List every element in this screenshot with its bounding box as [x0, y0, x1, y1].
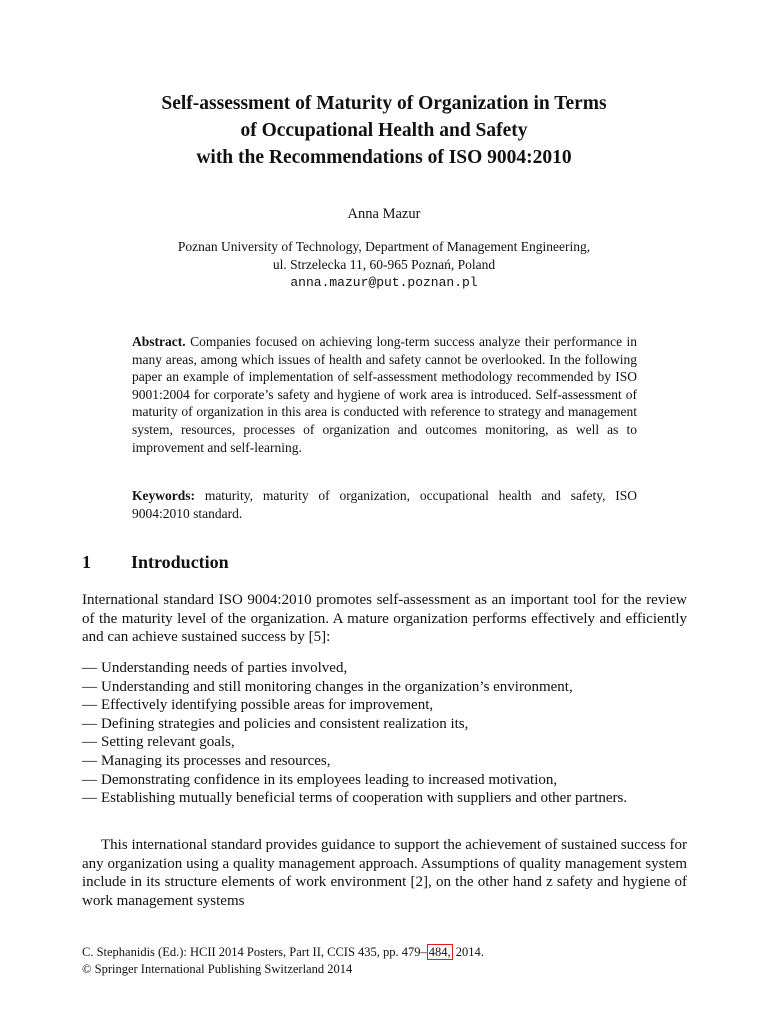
dash-bullet-icon: — [82, 697, 97, 714]
author-name: Anna Mazur [347, 206, 421, 222]
keywords [132, 487, 637, 522]
citation-page-end: 484 [428, 945, 448, 959]
dash-bullet-icon: — [82, 790, 97, 807]
dash-bullet-icon: — [82, 771, 97, 788]
citation-comma: , [447, 945, 451, 959]
section-title: Introduction [131, 552, 229, 572]
list-item [82, 659, 687, 678]
list-item-text: Setting relevant goals, [101, 734, 235, 751]
dash-bullet-icon: — [82, 715, 97, 732]
intro-paragraph-1: International standard ISO 9004:2010 promotes self-assessment as an important tool for the review of the maturity level of the organization. A mature organization performs effectively and efficiently and can achieve sustained success by [5]: [82, 592, 687, 646]
list-item-text: Managing its processes and resources, [101, 752, 331, 769]
citation-suffix: 2014. [452, 945, 484, 959]
list-item [82, 696, 687, 715]
author-email[interactable]: anna.mazur@put.poznan.pl [290, 275, 478, 290]
section-heading-introduction [82, 550, 229, 574]
list-item-text: Defining strategies and policies and consistent realization its, [101, 715, 469, 732]
affiliation-line-1: Poznan University of Technology, Department of Management Engineering, [177, 239, 591, 254]
affiliation [0, 238, 768, 292]
list-item [82, 789, 687, 808]
list-item-text: Effectively identifying possible areas for improvement, [101, 697, 434, 714]
list-item [82, 733, 687, 752]
copyright-line: © Springer International Publishing Switzerland 2014 [82, 961, 353, 976]
keywords-text: maturity, maturity of organization, occupational health and safety, ISO 9004:2010 standard. [132, 488, 638, 521]
paper-title [0, 90, 768, 171]
dash-bullet-icon: — [82, 752, 97, 769]
abstract-text: Companies focused on achieving long-term success analyze their performance in many areas, among which issues of health and safety cannot be overlooked. In the following paper an example of implementation of self-assessment methodology recommended by ISO 9001:2004 for corporate’s safety and hygiene of work area is introduced. Self-assessment of maturity of organization in this area is conducted with reference to strategy and management system, resources, processes of organization and outcomes monitoring, as well as to improvement and self-learning. [132, 334, 638, 455]
list-item [82, 678, 687, 697]
list-item-text: Establishing mutually beneficial terms of cooperation with suppliers and other partners. [101, 790, 628, 807]
abstract-label: Abstract. [132, 334, 186, 349]
section-number: 1 [82, 552, 91, 572]
affiliation-line-2: ul. Strzelecka 11, 60-965 Poznań, Poland [272, 257, 496, 272]
list-item [82, 771, 687, 790]
list-item-text: Understanding needs of parties involved, [101, 660, 348, 676]
list-item [82, 752, 687, 771]
title-line-3: with the Recommendations of ISO 9004:2010 [196, 147, 572, 168]
title-line-2: of Occupational Health and Safety [240, 120, 528, 141]
citation-line [82, 944, 484, 961]
dash-bullet-icon: — [82, 678, 97, 695]
title-line-1: Self-assessment of Maturity of Organization in Terms [161, 93, 607, 114]
list-item-text: Understanding and still monitoring changes in the organization’s environment, [101, 678, 573, 695]
list-item-text: Demonstrating confidence in its employees leading to increased motivation, [101, 771, 558, 788]
dash-bullet-icon: — [82, 734, 97, 751]
footer-citation [82, 944, 484, 977]
abstract [132, 333, 637, 456]
citation-page-link[interactable] [427, 944, 453, 960]
intro-paragraph-2: This international standard provides guidance to support the achievement of sustained success for any organization using a quality management approach. Assumptions of quality management system include in its structure elements of work environment [2], on the other hand z safety and hygiene of work management systems [82, 837, 687, 909]
citation-prefix: C. Stephanidis (Ed.): HCII 2014 Posters, Part II, CCIS 435, pp. 479– [82, 945, 427, 959]
dash-bullet-icon: — [82, 660, 97, 676]
intro-bullet-list [82, 659, 687, 808]
keywords-label: Keywords: [132, 488, 195, 503]
list-item [82, 715, 687, 734]
